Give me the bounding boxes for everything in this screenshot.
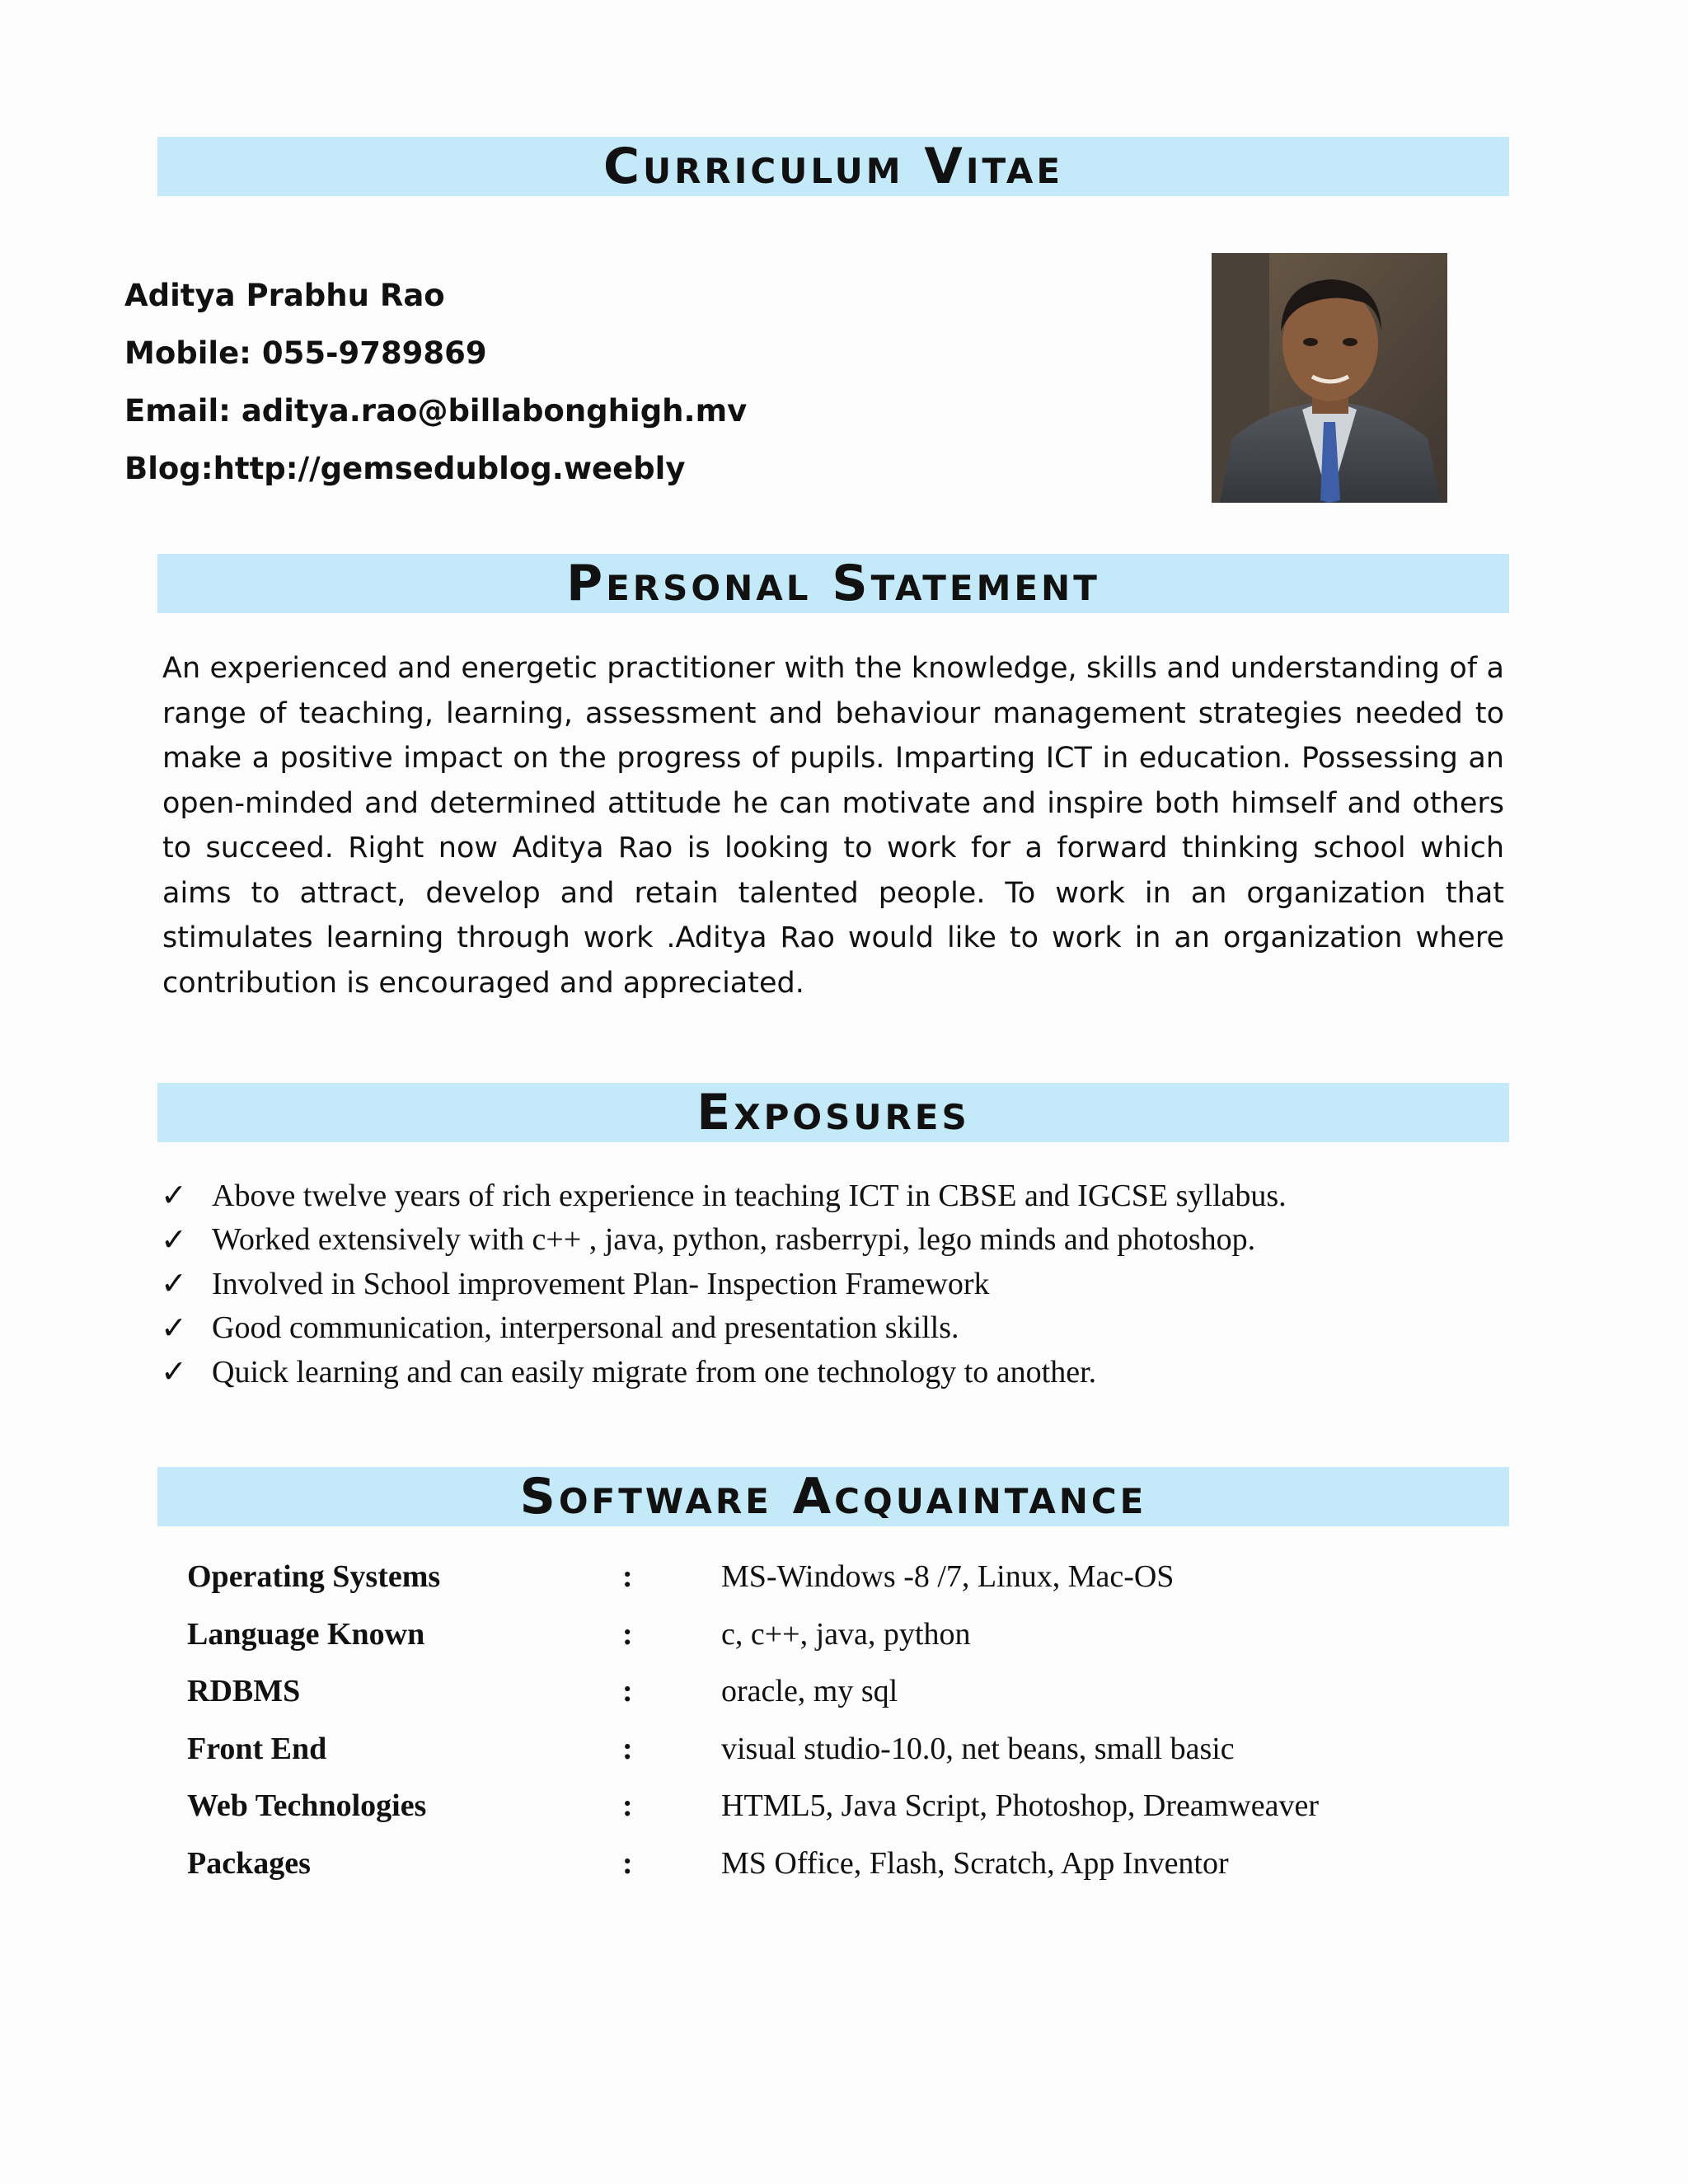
exposure-text: Involved in School improvement Plan- Inspection Framework: [212, 1266, 990, 1301]
software-label: Packages: [187, 1845, 311, 1881]
exposures-heading: Exposures: [696, 1084, 970, 1141]
software-value: MS Office, Flash, Scratch, App Inventor: [721, 1845, 1229, 1881]
checkmark-icon: ✓: [161, 1222, 187, 1258]
separator-colon: :: [622, 1616, 633, 1652]
checkmark-icon: ✓: [161, 1355, 187, 1390]
checkmark-icon: ✓: [161, 1179, 187, 1214]
cv-title-band: [157, 137, 1509, 196]
software-heading: Software Acquaintance: [519, 1468, 1147, 1526]
personal-statement-text: An experienced and energetic practitioner with the knowledge, skills and understanding of a range of teaching, learning, assessment and behaviour management strategies needed to make a positive impact on the progress of pupils. Imparting ICT in education. Possessing an open-minded and determined attitude he can motivate and inspire both himself and others to succeed. Right now Aditya Rao is looking to work for a forward thinking school which aims to attract, develop and retain talented people. To work in an organization that stimulates learning through work .Aditya Rao would like to work in an organization where contribution is encouraged and appreciated.: [162, 652, 1504, 1000]
list-item: [161, 1306, 1287, 1351]
exposures-band: [157, 1083, 1509, 1142]
software-value: oracle, my sql: [721, 1674, 898, 1709]
cv-title: Curriculum Vitae: [603, 138, 1064, 195]
exposure-text: Worked extensively with c++ , java, python, rasberrypi, lego minds and photoshop.: [212, 1222, 1256, 1258]
exposure-text: Above twelve years of rich experience in teaching ICT in CBSE and IGCSE syllabus.: [212, 1178, 1287, 1213]
software-band: [157, 1467, 1509, 1526]
profile-photo: [1212, 253, 1447, 503]
list-item: [161, 1218, 1287, 1263]
blog-url: Blog:http://gemsedublog.weebly: [124, 451, 686, 486]
software-value: c, c++, java, python: [721, 1616, 971, 1652]
software-label: RDBMS: [187, 1674, 301, 1709]
checkmark-icon: ✓: [161, 1310, 187, 1346]
personal-statement-heading: Personal Statement: [566, 555, 1100, 612]
checkmark-icon: ✓: [161, 1267, 187, 1302]
candidate-name: Aditya Prabhu Rao: [124, 278, 445, 313]
list-item: [161, 1350, 1287, 1394]
email-address: Email: aditya.rao@billabonghigh.mv: [124, 393, 748, 429]
separator-colon: :: [622, 1788, 633, 1824]
mobile-number: Mobile: 055-9789869: [124, 335, 487, 371]
exposure-text: Quick learning and can easily migrate from one technology to another.: [212, 1354, 1097, 1390]
software-label: Language Known: [187, 1616, 425, 1652]
software-value: visual studio-10.0, net beans, small basic: [721, 1731, 1235, 1766]
separator-colon: :: [622, 1674, 633, 1709]
separator-colon: :: [622, 1559, 633, 1594]
list-item: [161, 1262, 1287, 1306]
separator-colon: :: [622, 1731, 633, 1766]
exposures-list: [161, 1174, 1287, 1394]
personal-statement-band: [157, 554, 1509, 613]
exposure-text: Good communication, interpersonal and presentation skills.: [212, 1310, 959, 1346]
software-label: Front End: [187, 1731, 327, 1766]
software-label: Web Technologies: [187, 1788, 427, 1824]
list-item: [161, 1174, 1287, 1218]
software-label: Operating Systems: [187, 1559, 441, 1594]
software-value: HTML5, Java Script, Photoshop, Dreamweaver: [721, 1788, 1320, 1824]
separator-colon: :: [622, 1845, 633, 1881]
software-value: MS-Windows -8 /7, Linux, Mac-OS: [721, 1559, 1175, 1594]
